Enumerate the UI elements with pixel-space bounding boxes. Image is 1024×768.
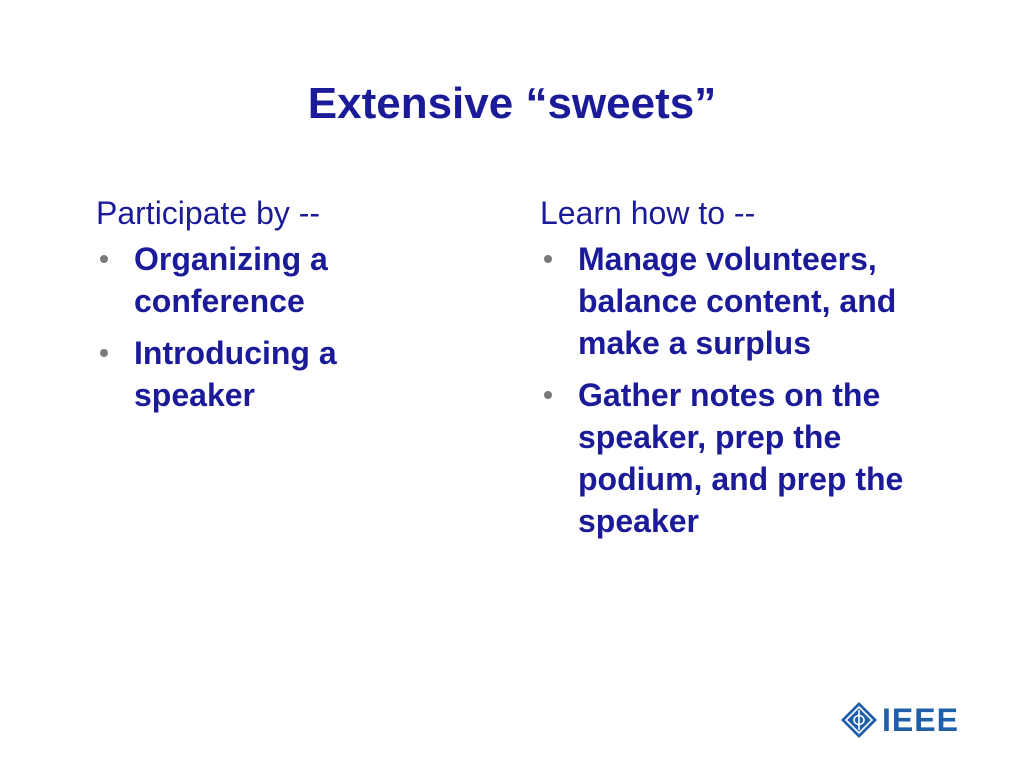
list-item-text: Organizing a conference <box>134 241 328 319</box>
list-item <box>540 374 940 542</box>
right-bullet-list <box>540 238 940 542</box>
bullet-dot-icon <box>100 255 108 263</box>
left-column <box>96 194 456 426</box>
list-item-text: Manage volunteers, balance content, and make a surplus <box>578 241 897 361</box>
bullet-dot-icon <box>100 349 108 357</box>
left-column-heading: Participate by -- <box>96 195 321 231</box>
list-item-text: Gather notes on the speaker, prep the podium, and prep the speaker <box>578 377 904 539</box>
list-item <box>540 238 940 364</box>
slide-title: Extensive “sweets” <box>307 79 717 128</box>
bullet-dot-icon <box>544 255 552 263</box>
list-item-text: Introducing a speaker <box>134 335 337 413</box>
list-item <box>96 238 456 322</box>
ieee-diamond-icon <box>840 701 878 739</box>
left-bullet-list <box>96 238 456 416</box>
ieee-logo-text: IEEE <box>882 702 959 738</box>
bullet-dot-icon <box>544 391 552 399</box>
right-column-heading: Learn how to -- <box>540 195 756 231</box>
list-item <box>96 332 456 416</box>
ieee-logo <box>840 701 959 739</box>
right-column <box>540 194 940 552</box>
